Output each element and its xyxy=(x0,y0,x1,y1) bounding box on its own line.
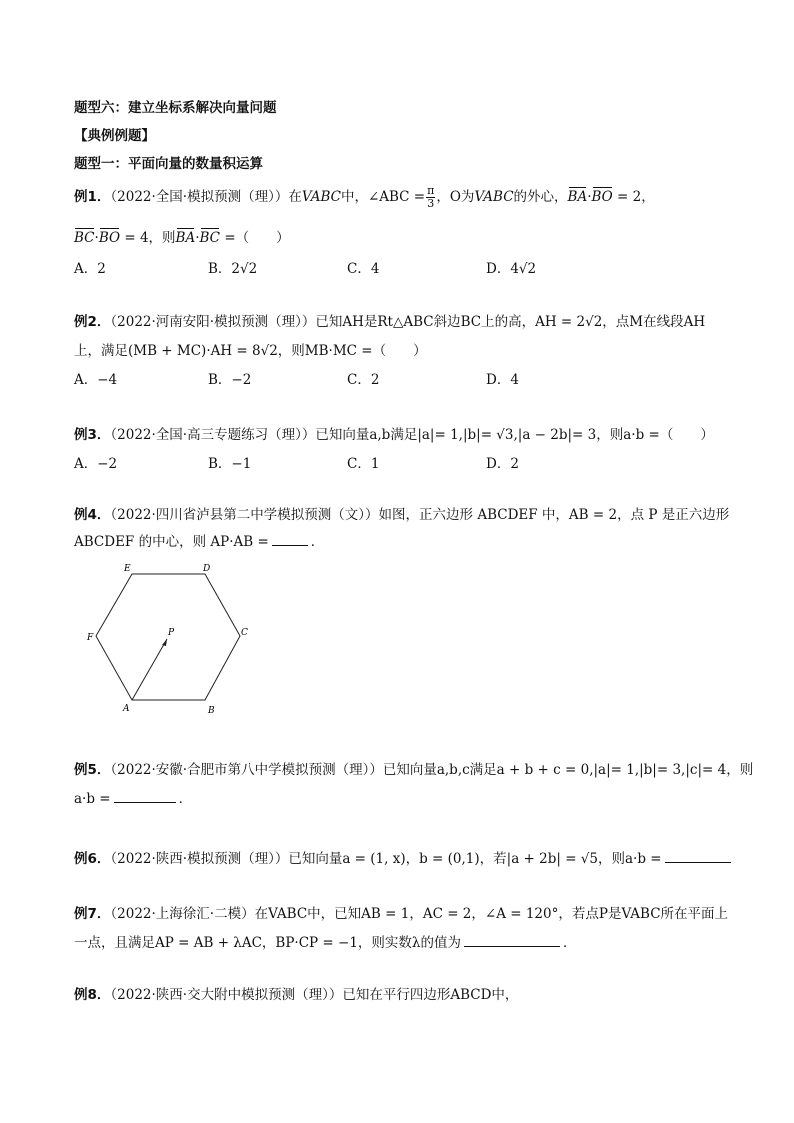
example-1-option-a: A．2 xyxy=(74,261,106,277)
answer-blank[interactable] xyxy=(114,801,176,803)
example-1-option-c: C．4 xyxy=(347,261,380,277)
example-2-option-a: A．−4 xyxy=(74,372,118,388)
arrowhead-p xyxy=(162,639,167,646)
example-5-line-2: a·b = ． xyxy=(74,791,193,807)
example-3-option-a: A．−2 xyxy=(74,456,118,472)
vector-ap xyxy=(132,639,167,700)
hexagon-figure xyxy=(80,560,260,720)
section-title: 题型六：建立坐标系解决向量问题 xyxy=(74,100,277,116)
example-2-line-2: 上，满足(MB + MC)·AH = 8√2，则MB·MC =（ ） xyxy=(74,343,427,359)
example-4-line-1: 例4．（2022·四川省泸县第二中学模拟预测（文））如图，正六边形 ABCDEF 中，AB = 2，点 P 是正六边形 xyxy=(74,507,730,523)
label-f: F xyxy=(87,633,94,643)
example-1-option-b: B．2√2 xyxy=(208,261,258,277)
label-p: P xyxy=(168,628,175,638)
example-4-number: 例4． xyxy=(74,507,111,523)
answer-blank[interactable] xyxy=(665,861,731,863)
example-1-line-1: 例1．（2022·全国·模拟预测（理））在VABC中，∠ABC = $\frac{\pi}{3}$ ，O为VABC的外心，BA·BO = 2， xyxy=(74,184,655,210)
example-3-option-c: C．1 xyxy=(347,456,380,472)
example-2-number: 例2． xyxy=(74,314,111,330)
answer-blank[interactable] xyxy=(272,544,308,546)
example-7-line-1: 例7．（2022·上海徐汇·二模）在VABC中，已知AB = 1，AC = 2，∠A = 120°，若点P是VABC所在平面上 xyxy=(74,906,729,922)
example-6-number: 例6． xyxy=(74,851,111,867)
label-d: D xyxy=(203,564,211,574)
example-3-option-d: D．2 xyxy=(486,456,519,472)
label-c: C xyxy=(241,628,248,638)
example-5-line-1: 例5．（2022·安徽·合肥市第八中学模拟预测（理））已知向量a,b,c满足a + b + c = 0,|a|= 1,|b|= 3,|c|= 4，则 xyxy=(74,762,754,778)
example-5-number: 例5． xyxy=(74,762,111,778)
section-subtitle: 【典例例题】 xyxy=(74,128,155,144)
example-8-line-1: 例8．（2022·陕西·交大附中模拟预测（理））已知在平行四边形ABCD中， xyxy=(74,987,519,1003)
example-4-line-2: ABCDEF 的中心，则 AP·AB = ． xyxy=(74,534,325,550)
example-2-line-1: 例2．（2022·河南安阳·模拟预测（理））已知AH是Rt△ABC斜边BC上的高，AH = 2√2，点M在线段AH xyxy=(74,314,706,330)
example-1-line-2: BC·BO = 4，则BA·BC =（ ） xyxy=(74,230,290,246)
label-e: E xyxy=(124,564,131,574)
answer-blank[interactable] xyxy=(464,945,560,947)
example-7-number: 例7． xyxy=(74,906,111,922)
example-1-number: 例1． xyxy=(74,189,111,205)
label-b: B xyxy=(208,706,215,716)
example-2-option-c: C．2 xyxy=(347,372,380,388)
example-3-number: 例3． xyxy=(74,427,111,443)
example-7-line-2: 一点，且满足AP = AB + λAC，BP·CP = −1，则实数λ的值为 ． xyxy=(74,935,577,951)
example-2-option-d: D．4 xyxy=(486,372,519,388)
example-3-option-b: B．−1 xyxy=(208,456,252,472)
label-a: A xyxy=(123,704,130,714)
example-8-number: 例8． xyxy=(74,987,111,1003)
example-6-line-1: 例6．（2022·陕西·模拟预测（理））已知向量a = (1, x)，b = (0,1)，若|a + 2b| = √5，则a·b = xyxy=(74,847,734,867)
fraction-pi-over-3: $\frac{\pi}{3}$ xyxy=(427,184,435,210)
question-type-title: 题型一：平面向量的数量积运算 xyxy=(74,156,263,172)
example-2-option-b: B．−2 xyxy=(208,372,252,388)
example-1-option-d: D．4√2 xyxy=(486,261,537,277)
example-3-line-1: 例3．（2022·全国·高三专题练习（理））已知向量a,b满足|a|= 1,|b|= √3,|a − 2b|= 3，则a·b =（ ） xyxy=(74,427,714,443)
